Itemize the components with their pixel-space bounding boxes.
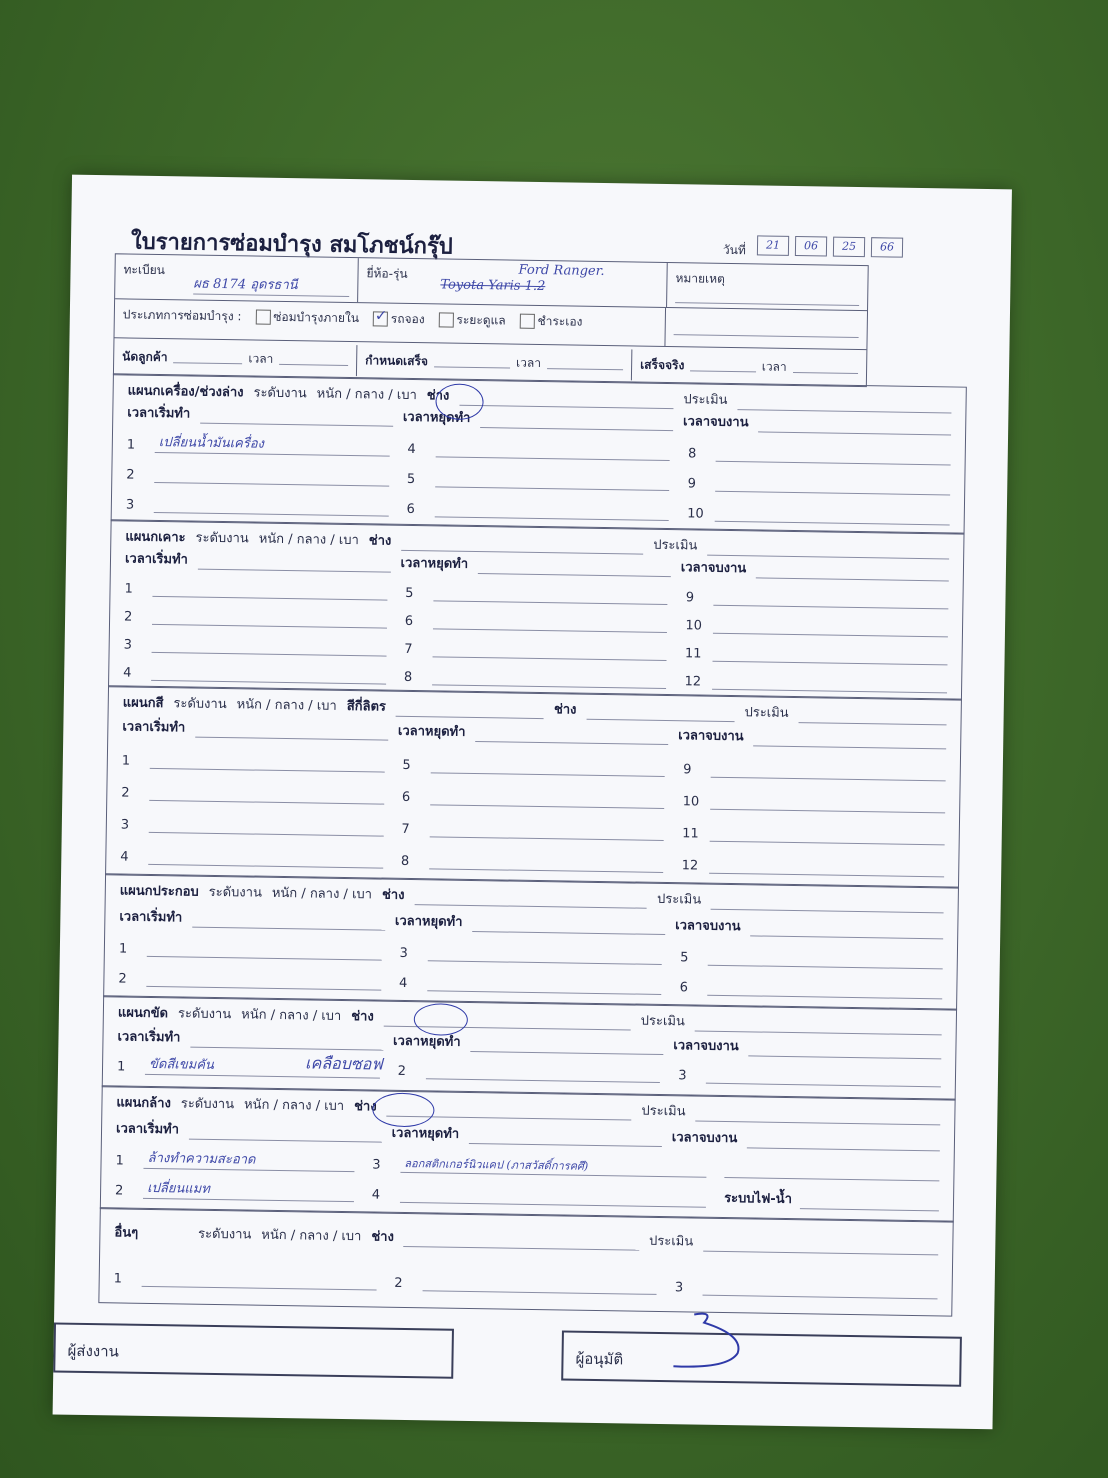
paint-liters-label: สีกี่ลิตร	[346, 698, 387, 715]
polish-level-circle	[414, 1003, 468, 1036]
wash-stop-label: เวลาหยุดทำ	[391, 1125, 460, 1142]
paint-level-label: ระดับงาน	[173, 696, 227, 713]
assembly-evaluate-label: ประเมิน	[656, 891, 702, 908]
polish-levels[interactable]: หนัก / กลาง / เบา	[241, 1007, 342, 1024]
engine-end-label: เวลาจบงาน	[682, 414, 749, 431]
approver-box[interactable]	[561, 1330, 962, 1386]
engine-level-circle	[435, 383, 484, 420]
other-level-label: ระดับงาน	[197, 1226, 252, 1243]
body-title: แผนกเคาะ	[125, 529, 186, 546]
checkbox-self-pay[interactable]	[519, 314, 534, 329]
paint-stop-label: เวลาหยุดทำ	[397, 723, 466, 740]
body-evaluate-label: ประเมิน	[653, 537, 698, 554]
wash-item-1[interactable]: ล้างทำความสะอาด	[147, 1150, 256, 1168]
checkbox-booked-label: รถจอง	[390, 311, 425, 327]
engine-title: แผนกเครื่อง/ช่วงล่าง	[127, 383, 244, 401]
engine-stop-label: เวลาหยุดทำ	[402, 409, 471, 426]
date-month[interactable]: 06	[795, 236, 827, 257]
checkbox-internal[interactable]	[255, 310, 270, 325]
polish-item-1[interactable]: ขัดสีเขมคัน	[148, 1056, 214, 1073]
other-evaluate-label: ประเมิน	[648, 1233, 694, 1250]
assembly-level-label: ระดับงาน	[208, 884, 263, 901]
body-levels[interactable]: หนัก / กลาง / เบา	[258, 531, 359, 549]
date-boxes	[757, 235, 903, 257]
section-paint: แผนกสี ระดับงาน หนัก / กลาง / เบา สีกี่ลิตร ช่าง ประเมิน เวลาเริ่มทำ เวลาหยุดทำ เวลาจบงาน 1 2 3 4 5 6 7 8 9 10 11 12	[105, 685, 962, 888]
actual-label: เสร็จจริง	[640, 357, 685, 372]
wash-level-circle	[372, 1092, 435, 1127]
appointment-time-label: เวลา	[248, 350, 274, 366]
section-polish: แผนกขัด ระดับงาน หนัก / กลาง / เบา ช่าง ประเมิน เวลาเริ่มทำ เวลาหยุดทำ เวลาจบงาน 1 ขัดสีเขมคัน เคลือบซอฟ 2 3	[102, 995, 957, 1100]
approver-label: ผู้อนุมัติ	[575, 1349, 624, 1369]
actual-time-label: เวลา	[761, 358, 787, 374]
body-stop-label: เวลาหยุดทำ	[400, 555, 469, 572]
checkbox-booked[interactable]	[373, 311, 388, 326]
engine-tech-label: ช่าง	[426, 388, 450, 404]
wash-extra-label: ระบบไฟ-น้ำ	[724, 1190, 793, 1208]
other-tech-label: ช่าง	[371, 1229, 395, 1245]
polish-tech-label: ช่าง	[351, 1009, 374, 1025]
assembly-levels[interactable]: หนัก / กลาง / เบา	[271, 885, 373, 903]
brand-value-struck: Toyota Yaris 1.2	[440, 277, 546, 295]
repair-type-label: ประเภทการซ่อมบำรุง :	[122, 307, 242, 324]
other-title: อื่นๆ	[114, 1225, 139, 1241]
polish-title: แผนกขัด	[117, 1005, 169, 1022]
engine-item-1[interactable]: เปลี่ยนน้ำมันเครื่อง	[158, 435, 265, 452]
section-assembly: แผนกประกอบ ระดับงาน หนัก / กลาง / เบา ช่าง ประเมิน เวลาเริ่มทำ เวลาหยุดทำ เวลาจบงาน 1 2 3 4 5 6	[103, 873, 959, 1010]
brand-label: ยี่ห้อ-รุ่น	[366, 266, 408, 281]
sender-box[interactable]	[53, 1322, 454, 1378]
section-engine: แผนกเครื่อง/ช่วงล่าง ระดับงาน หนัก / กลาง / เบา ช่าง ประเมิน เวลาเริ่มทำ เวลาหยุดทำ เวลาจบงาน 1 เปลี่ยนน้ำมันเครื่อง 2 3 4 5 6 8 9 10	[111, 373, 967, 534]
section-body: แผนกเคาะ ระดับงาน หนัก / กลาง / เบา ช่าง ประเมิน เวลาเริ่มทำ เวลาหยุดทำ เวลาจบงาน 1 2 3 4 5 6 7 8 9 10 11 12	[108, 519, 965, 700]
polish-note[interactable]: เคลือบซอฟ	[304, 1053, 383, 1074]
assembly-tech-label: ช่าง	[381, 887, 405, 903]
header-block	[113, 253, 869, 387]
engine-level-label: ระดับงาน	[253, 385, 307, 402]
date-day[interactable]: 21	[757, 235, 789, 256]
brand-value[interactable]: Ford Ranger.	[518, 262, 605, 279]
remark-label: หมายเหตุ	[675, 271, 726, 286]
assembly-stop-label: เวลาหยุดทำ	[394, 913, 463, 930]
wash-end-label: เวลาจบงาน	[671, 1130, 738, 1147]
wash-level-label: ระดับงาน	[180, 1096, 235, 1113]
engine-start-label: เวลาเริ่มทำ	[127, 405, 191, 422]
engine-evaluate-label: ประเมิน	[683, 392, 728, 408]
other-levels[interactable]: หนัก / กลาง / เบา	[261, 1227, 362, 1245]
assembly-title: แผนกประกอบ	[119, 883, 199, 900]
form-title: ใบรายการซ่อมบำรุง สมโภชน์กรุ๊ป	[130, 229, 453, 260]
checkbox-maintenance[interactable]	[438, 312, 453, 327]
due-time-label: เวลา	[515, 355, 542, 370]
checkbox-internal-label: ซ่อมบำรุงภายใน	[273, 309, 360, 326]
repair-form	[53, 175, 1012, 1430]
section-wash: แผนกล้าง ระดับงาน หนัก / กลาง / เบา ช่าง ประเมิน เวลาเริ่มทำ เวลาหยุดทำ เวลาจบงาน 1 ล้างทำความสะอาด 2 เปลี่ยนแมท 3 ลอกสติกเกอร์นิวแคป (ภาสวัสดิ์การคศึ) 4 ระบบไฟ-น้ำ	[100, 1085, 956, 1222]
polish-level-label: ระดับงาน	[177, 1006, 232, 1023]
paint-evaluate-label: ประเมิน	[744, 705, 789, 721]
wash-item-3[interactable]: ลอกสติกเกอร์นิวแคป (ภาสวัสดิ์การคศึ)	[404, 1156, 589, 1173]
wash-levels[interactable]: หนัก / กลาง / เบา	[243, 1097, 345, 1115]
paint-start-label: เวลาเริ่มทำ	[122, 719, 186, 736]
date-year-1[interactable]: 25	[833, 237, 865, 258]
polish-end-label: เวลาจบงาน	[673, 1038, 739, 1055]
body-level-label: ระดับงาน	[195, 530, 249, 547]
assembly-start-label: เวลาเริ่มทำ	[119, 909, 183, 926]
wash-tech-label: ช่าง	[354, 1099, 377, 1115]
wash-title: แผนกล้าง	[116, 1095, 171, 1112]
registration-label: ทะเบียน	[123, 262, 165, 278]
paint-tech-label: ช่าง	[553, 702, 577, 718]
polish-stop-label: เวลาหยุดทำ	[392, 1033, 461, 1050]
date-label: วันที่	[722, 242, 746, 258]
wash-evaluate-label: ประเมิน	[641, 1103, 686, 1120]
wash-start-label: เวลาเริ่มทำ	[115, 1121, 180, 1138]
polish-start-label: เวลาเริ่มทำ	[117, 1029, 181, 1046]
body-end-label: เวลาจบงาน	[680, 560, 747, 577]
section-other: อื่นๆ ระดับงาน หนัก / กลาง / เบา ช่าง ประเมิน 1 2 3	[98, 1207, 953, 1316]
wash-item-2[interactable]: เปลี่ยนแมท	[147, 1180, 210, 1197]
polish-evaluate-label: ประเมิน	[640, 1013, 685, 1030]
checkbox-maintenance-label: ระยะดูแล	[456, 312, 506, 328]
appointment-label: นัดลูกค้า	[122, 348, 168, 364]
checkbox-self-pay-label: ชำระเอง	[537, 313, 583, 329]
paint-levels[interactable]: หนัก / กลาง / เบา	[236, 697, 337, 714]
approver-signature	[663, 1308, 754, 1379]
paint-title: แผนกสี	[122, 695, 164, 712]
body-start-label: เวลาเริ่มทำ	[124, 551, 189, 568]
registration-value[interactable]: ผธ 8174 อุดรธานี	[193, 273, 349, 297]
engine-levels[interactable]: หนัก / กลาง / เบา	[316, 386, 417, 404]
body-tech-label: ช่าง	[368, 533, 392, 549]
due-label: กำหนดเสร็จ	[365, 352, 429, 368]
assembly-end-label: เวลาจบงาน	[675, 918, 741, 935]
date-year-2[interactable]: 66	[871, 237, 903, 258]
sender-label: ผู้ส่งงาน	[67, 1341, 120, 1361]
paint-end-label: เวลาจบงาน	[678, 728, 744, 745]
